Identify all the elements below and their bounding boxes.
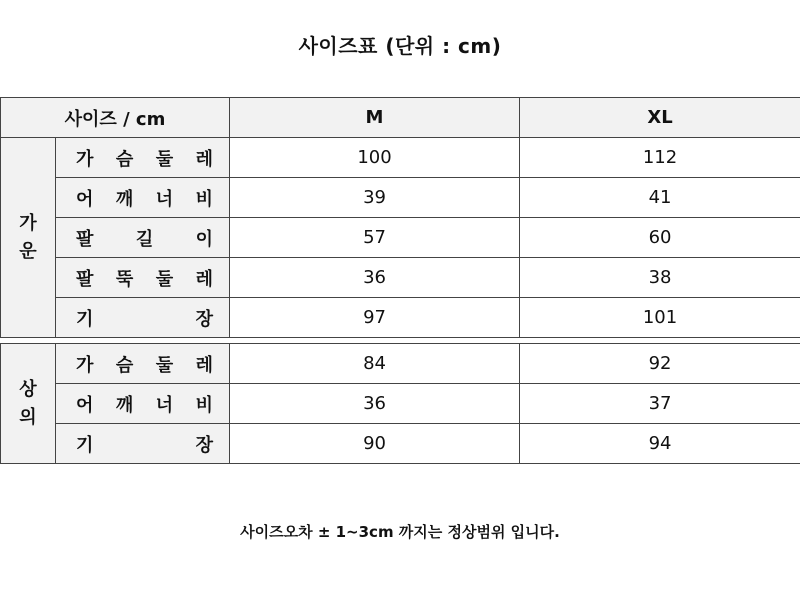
measurement-label [56, 138, 230, 178]
size-m-value: 36 [230, 384, 520, 424]
measurement-label-char: 레 [195, 148, 214, 170]
table-row [1, 178, 800, 218]
measurement-label-text [76, 265, 213, 291]
page-title: 사이즈표 (단위 : cm) [298, 34, 502, 58]
size-xl-value: 94 [520, 424, 800, 464]
measurement-label-char: 가 [76, 148, 94, 170]
group-label-char: 운 [19, 240, 37, 262]
measurement-label-text [76, 391, 213, 417]
group-label [1, 138, 56, 338]
measurement-label-char: 슴 [115, 354, 134, 376]
measurement-label-char: 어 [76, 188, 94, 210]
measurement-label-char: 기 [76, 434, 94, 456]
measurement-label-text [76, 305, 213, 331]
size-xl-value: 38 [520, 258, 800, 298]
size-m-value: 84 [230, 344, 520, 384]
measurement-label-char: 깨 [115, 394, 134, 416]
measurement-label-text [76, 351, 213, 377]
size-m-value: 39 [230, 178, 520, 218]
measurement-label-text [76, 431, 213, 457]
measurement-label-char: 슴 [115, 148, 134, 170]
measurement-label-char: 비 [195, 394, 214, 416]
table-row [1, 218, 800, 258]
size-xl-value: 37 [520, 384, 800, 424]
size-m-value: 57 [230, 218, 520, 258]
measurement-label [56, 384, 230, 424]
size-unit-header: 사이즈 / cm [1, 98, 230, 138]
table-row [1, 258, 800, 298]
measurement-label-char: 팔 [76, 268, 94, 290]
size-m-value: 100 [230, 138, 520, 178]
measurement-label [56, 344, 230, 384]
measurement-label-char: 깨 [115, 188, 134, 210]
measurement-label-char: 너 [155, 394, 174, 416]
measurement-label-char: 레 [195, 354, 214, 376]
measurement-label-char: 이 [195, 228, 214, 250]
measurement-label-char: 둘 [155, 268, 174, 290]
measurement-label-char: 기 [76, 308, 94, 330]
size-m-value: 97 [230, 298, 520, 338]
measurement-label-char: 너 [155, 188, 174, 210]
measurement-label-char: 비 [195, 188, 214, 210]
group-label-char: 가 [19, 212, 37, 234]
table-row [1, 344, 800, 384]
size-xl-value: 101 [520, 298, 800, 338]
measurement-label [56, 218, 230, 258]
measurement-label-char: 팔 [76, 228, 94, 250]
size-xl-value: 112 [520, 138, 800, 178]
measurement-label [56, 178, 230, 218]
measurement-label-char: 어 [76, 394, 94, 416]
header-row [1, 98, 800, 138]
measurement-label-text [76, 145, 213, 171]
measurement-label-char: 레 [195, 268, 214, 290]
measurement-label-text [76, 185, 213, 211]
table-row [1, 384, 800, 424]
group-label [1, 344, 56, 464]
measurement-label-text [76, 225, 213, 251]
measurement-label-char: 가 [76, 354, 94, 376]
size-m-value: 90 [230, 424, 520, 464]
measurement-label-char: 장 [195, 308, 214, 330]
table-row [1, 424, 800, 464]
size-m-header: M [230, 98, 520, 138]
measurement-label-char: 길 [135, 228, 154, 250]
measurement-label-char: 뚝 [115, 268, 134, 290]
size-xl-value: 60 [520, 218, 800, 258]
size-tolerance-note: 사이즈오차 ± 1~3cm 까지는 정상범위 입니다. [240, 523, 560, 541]
size-m-value: 36 [230, 258, 520, 298]
size-xl-value: 92 [520, 344, 800, 384]
measurement-label [56, 258, 230, 298]
size-table [0, 97, 800, 464]
group-label-char: 상 [19, 378, 37, 400]
size-xl-header: XL [520, 98, 800, 138]
table-row [1, 138, 800, 178]
measurement-label-char: 장 [195, 434, 214, 456]
measurement-label-char: 둘 [155, 148, 174, 170]
measurement-label [56, 424, 230, 464]
measurement-label [56, 298, 230, 338]
measurement-label-char: 둘 [155, 354, 174, 376]
table-row [1, 298, 800, 338]
group-label-char: 의 [19, 406, 37, 428]
size-xl-value: 41 [520, 178, 800, 218]
